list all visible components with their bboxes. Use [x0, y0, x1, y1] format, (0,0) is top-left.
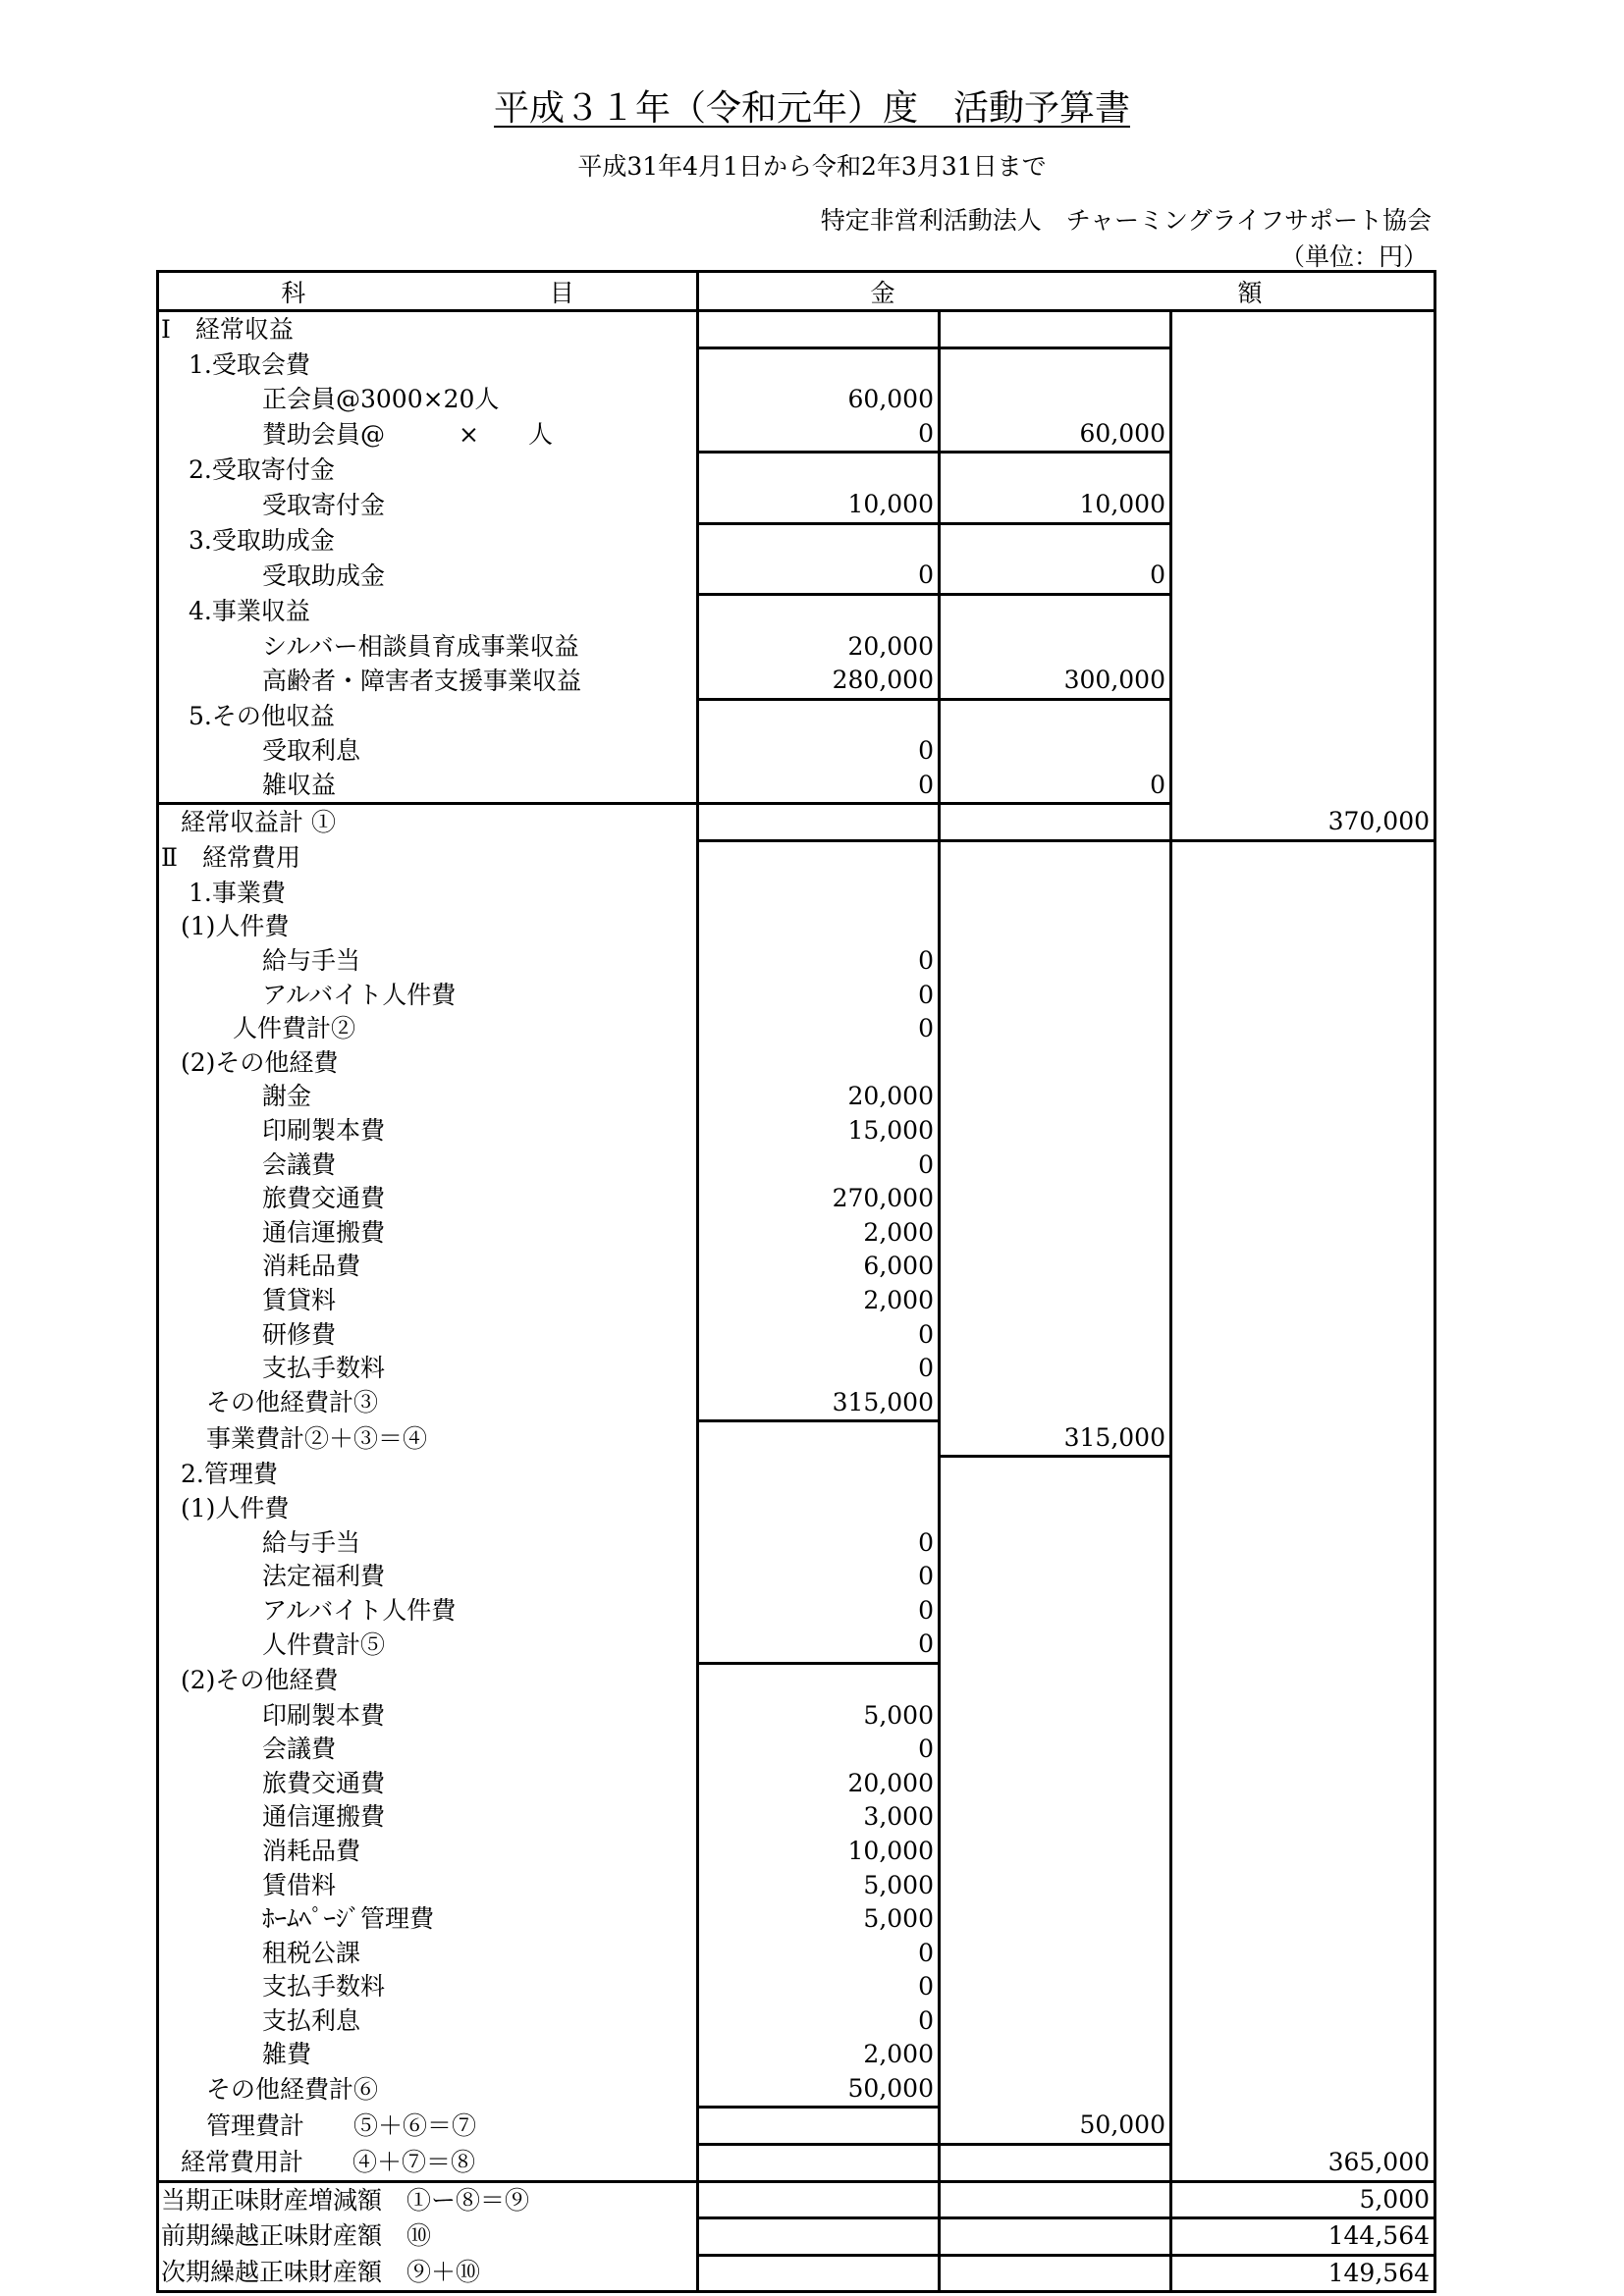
- amount-c3: [1171, 1457, 1435, 1492]
- amount-c3: [1171, 347, 1435, 383]
- amount-c3: [1171, 1970, 1435, 2004]
- row-label: 事業費計②＋③＝④: [158, 1421, 698, 1457]
- row-label: 4.事業収益: [158, 594, 698, 629]
- row-label: その他経費計⑥: [158, 2072, 698, 2108]
- amount-c2: [940, 1593, 1171, 1628]
- amount-c1: [698, 2218, 940, 2256]
- amount-c1: 0: [698, 1970, 940, 2004]
- amount-c3: [1171, 1012, 1435, 1046]
- amount-c3: [1171, 1698, 1435, 1733]
- amount-c2: 50,000: [940, 2108, 1171, 2145]
- table-row: [158, 1317, 1435, 1352]
- amount-c3: [1171, 840, 1435, 876]
- amount-c1: [698, 699, 940, 734]
- row-label: 給与手当: [158, 1525, 698, 1560]
- row-label: シルバー相談員育成事業収益: [158, 629, 698, 664]
- row-label: 消耗品費: [158, 1835, 698, 1869]
- row-label: 受取寄付金: [158, 488, 698, 523]
- table-row: [158, 1284, 1435, 1318]
- row-label: 支払利息: [158, 2004, 698, 2039]
- amount-c3: [1171, 453, 1435, 488]
- amount-c2: [940, 1525, 1171, 1560]
- amount-c3: [1171, 1525, 1435, 1560]
- amount-c2: [940, 840, 1171, 876]
- table-row: [158, 1698, 1435, 1733]
- amount-c1: [698, 840, 940, 876]
- amount-c2: [940, 1733, 1171, 1767]
- amount-c3: [1171, 1593, 1435, 1628]
- table-row: [158, 1525, 1435, 1560]
- amount-c3: [1171, 2072, 1435, 2108]
- amount-c1: 0: [698, 978, 940, 1012]
- amount-c1: 0: [698, 1936, 940, 1970]
- amount-c2: [940, 1800, 1171, 1835]
- amount-c1: 2,000: [698, 2038, 940, 2072]
- row-label: 前期繰越正味財産額 ⑩: [158, 2218, 698, 2256]
- row-label: アルバイト人件費: [158, 978, 698, 1012]
- row-label: その他経費計③: [158, 1385, 698, 1420]
- table-row: [158, 1045, 1435, 1080]
- amount-c2: 60,000: [940, 417, 1171, 453]
- row-label: (1)人件費: [158, 910, 698, 944]
- table-row: [158, 2255, 1435, 2292]
- amount-c3: [1171, 2108, 1435, 2145]
- amount-c1: 0: [698, 1352, 940, 1386]
- row-label: 1.受取会費: [158, 347, 698, 383]
- amount-c2: 315,000: [940, 1421, 1171, 1457]
- amount-c1: [698, 2255, 940, 2292]
- amount-c1: 270,000: [698, 1182, 940, 1216]
- row-label: 租税公課: [158, 1936, 698, 1970]
- table-row: [158, 769, 1435, 804]
- amount-c1: 0: [698, 559, 940, 594]
- amount-c2: [940, 629, 1171, 664]
- amount-c1: 15,000: [698, 1114, 940, 1148]
- row-label: アルバイト人件費: [158, 1593, 698, 1628]
- table-row: [158, 1835, 1435, 1869]
- row-label: 賛助会員@ × 人: [158, 417, 698, 453]
- table-header: [158, 272, 1435, 311]
- amount-c3: [1171, 488, 1435, 523]
- amount-c2: [940, 1902, 1171, 1937]
- amount-c2: [940, 1250, 1171, 1284]
- amount-c2: 0: [940, 769, 1171, 804]
- amount-c3: [1171, 1045, 1435, 1080]
- amount-c3: [1171, 1182, 1435, 1216]
- amount-c2: 10,000: [940, 488, 1171, 523]
- amount-c1: [698, 1421, 940, 1457]
- amount-c2: [940, 453, 1171, 488]
- amount-c3: [1171, 1835, 1435, 1869]
- row-label: 会議費: [158, 1733, 698, 1767]
- table-row: [158, 1628, 1435, 1663]
- amount-c3: [1171, 1663, 1435, 1698]
- budget-table: [156, 270, 1436, 2293]
- amount-c2: [940, 1215, 1171, 1250]
- amount-c3: [1171, 594, 1435, 629]
- table-row: [158, 383, 1435, 417]
- row-label: 会議費: [158, 1148, 698, 1182]
- table-row: [158, 804, 1435, 841]
- table-row: [158, 877, 1435, 911]
- amount-c1: [698, 453, 940, 488]
- amount-c2: [940, 311, 1171, 348]
- table-row: [158, 734, 1435, 769]
- amount-c3: [1171, 2038, 1435, 2072]
- row-label: 2.管理費: [158, 1457, 698, 1492]
- amount-c1: [698, 877, 940, 911]
- row-label: 雑費: [158, 2038, 698, 2072]
- amount-c2: [940, 1114, 1171, 1148]
- amount-c2: [940, 699, 1171, 734]
- organization-name: 特定非営利活動法人 チャーミングライフサポート協会: [820, 206, 1432, 235]
- amount-c2: [940, 2072, 1171, 2108]
- amount-c1: 5,000: [698, 1902, 940, 1937]
- amount-c3: [1171, 910, 1435, 944]
- amount-c2: [940, 2218, 1171, 2256]
- row-label: 印刷製本費: [158, 1698, 698, 1733]
- amount-c1: 20,000: [698, 629, 940, 664]
- table-row: [158, 1012, 1435, 1046]
- amount-c1: [698, 523, 940, 559]
- table-row: [158, 2144, 1435, 2181]
- amount-c1: 0: [698, 1593, 940, 1628]
- table-row: [158, 978, 1435, 1012]
- amount-c3: [1171, 1250, 1435, 1284]
- amount-c1: [698, 2181, 940, 2218]
- row-label: 消耗品費: [158, 1250, 698, 1284]
- table-row: [158, 1215, 1435, 1250]
- amount-c3: [1171, 1733, 1435, 1767]
- amount-c2: [940, 1560, 1171, 1594]
- table-row: [158, 347, 1435, 383]
- amount-c1: [698, 1492, 940, 1526]
- amount-c3: [1171, 1766, 1435, 1800]
- row-label: 人件費計⑤: [158, 1628, 698, 1663]
- row-label: 賃貸料: [158, 1284, 698, 1318]
- amount-c1: [698, 1663, 940, 1698]
- amount-c3: 370,000: [1171, 804, 1435, 841]
- amount-c3: [1171, 629, 1435, 664]
- amount-c1: 0: [698, 1148, 940, 1182]
- amount-c1: 60,000: [698, 383, 940, 417]
- amount-c2: [940, 523, 1171, 559]
- table-row: [158, 664, 1435, 699]
- amount-c1: 20,000: [698, 1080, 940, 1114]
- amount-c1: [698, 1045, 940, 1080]
- row-label: 雑収益: [158, 769, 698, 804]
- amount-c2: [940, 734, 1171, 769]
- amount-c3: 5,000: [1171, 2181, 1435, 2218]
- table-row: [158, 910, 1435, 944]
- amount-c3: [1171, 1215, 1435, 1250]
- row-label: (2)その他経費: [158, 1663, 698, 1698]
- amount-c1: [698, 804, 940, 841]
- amount-c3: [1171, 1492, 1435, 1526]
- row-label: 印刷製本費: [158, 1114, 698, 1148]
- table-row: [158, 594, 1435, 629]
- table-row: [158, 2181, 1435, 2218]
- row-label: (2)その他経費: [158, 1045, 698, 1080]
- amount-c2: [940, 1835, 1171, 1869]
- amount-c3: [1171, 1421, 1435, 1457]
- amount-c1: [698, 594, 940, 629]
- amount-c3: [1171, 1284, 1435, 1318]
- row-label: 支払手数料: [158, 1352, 698, 1386]
- table-row: [158, 1936, 1435, 1970]
- table-row: [158, 1733, 1435, 1767]
- amount-c3: [1171, 1902, 1435, 1937]
- row-label: 謝金: [158, 1080, 698, 1114]
- table-row: [158, 2108, 1435, 2145]
- amount-c2: [940, 2181, 1171, 2218]
- amount-c1: 0: [698, 1525, 940, 1560]
- table-row: [158, 1080, 1435, 1114]
- amount-c2: [940, 1352, 1171, 1386]
- amount-c1: 0: [698, 1012, 940, 1046]
- amount-c3: [1171, 1352, 1435, 1386]
- amount-c2: [940, 2255, 1171, 2292]
- amount-c1: 0: [698, 944, 940, 979]
- row-label: 給与手当: [158, 944, 698, 979]
- fiscal-period: 平成31年4月1日から令和2年3月31日まで: [577, 152, 1047, 181]
- amount-c3: 365,000: [1171, 2144, 1435, 2181]
- table-row: [158, 1114, 1435, 1148]
- row-label: 3.受取助成金: [158, 523, 698, 559]
- amount-c2: [940, 2038, 1171, 2072]
- table-row: [158, 1457, 1435, 1492]
- amount-c3: [1171, 1114, 1435, 1148]
- row-label: 通信運搬費: [158, 1215, 698, 1250]
- table-row: [158, 523, 1435, 559]
- row-label: 管理費計 ⑤＋⑥＝⑦: [158, 2108, 698, 2145]
- amount-c2: [940, 1182, 1171, 1216]
- table-row: [158, 1250, 1435, 1284]
- row-label: 賃借料: [158, 1868, 698, 1902]
- table-row: [158, 417, 1435, 453]
- amount-c3: [1171, 1148, 1435, 1182]
- table-row: [158, 1902, 1435, 1937]
- amount-c2: [940, 1868, 1171, 1902]
- amount-c1: 10,000: [698, 1835, 940, 1869]
- amount-c3: [1171, 1385, 1435, 1420]
- amount-c1: [698, 347, 940, 383]
- table-row: [158, 1800, 1435, 1835]
- row-label: 正会員@3000×20人: [158, 383, 698, 417]
- amount-c2: [940, 1284, 1171, 1318]
- table-row: [158, 1352, 1435, 1386]
- amount-c1: [698, 1457, 940, 1492]
- table-row: [158, 944, 1435, 979]
- amount-c3: [1171, 2004, 1435, 2039]
- amount-c3: [1171, 734, 1435, 769]
- amount-c1: 0: [698, 1317, 940, 1352]
- table-row: [158, 311, 1435, 348]
- table-row: [158, 1766, 1435, 1800]
- table-row: [158, 1182, 1435, 1216]
- table-row: [158, 699, 1435, 734]
- amount-c3: [1171, 1800, 1435, 1835]
- amount-c3: [1171, 559, 1435, 594]
- amount-c1: 5,000: [698, 1868, 940, 1902]
- amount-c3: [1171, 944, 1435, 979]
- amount-c3: [1171, 383, 1435, 417]
- amount-c1: 0: [698, 417, 940, 453]
- amount-c1: 10,000: [698, 488, 940, 523]
- row-label: 高齢者・障害者支援事業収益: [158, 664, 698, 699]
- amount-c2: [940, 1970, 1171, 2004]
- table-row: [158, 1663, 1435, 1698]
- table-row: [158, 2218, 1435, 2256]
- amount-c2: [940, 804, 1171, 841]
- header-subject: 科 目: [158, 272, 698, 311]
- table-row: [158, 1148, 1435, 1182]
- amount-c2: [940, 877, 1171, 911]
- amount-c1: 6,000: [698, 1250, 940, 1284]
- row-label: 受取利息: [158, 734, 698, 769]
- amount-c2: [940, 1628, 1171, 1663]
- amount-c2: [940, 383, 1171, 417]
- table-row: [158, 1385, 1435, 1420]
- amount-c1: [698, 2108, 940, 2145]
- amount-c1: 0: [698, 1628, 940, 1663]
- amount-c3: [1171, 1868, 1435, 1902]
- table-row: [158, 1560, 1435, 1594]
- row-label: 旅費交通費: [158, 1182, 698, 1216]
- amount-c3: [1171, 664, 1435, 699]
- row-label: Ⅱ 経常費用: [158, 840, 698, 876]
- amount-c2: [940, 1936, 1171, 1970]
- amount-c1: 0: [698, 1560, 940, 1594]
- amount-c3: 149,564: [1171, 2255, 1435, 2292]
- amount-c1: [698, 311, 940, 348]
- amount-c2: [940, 1663, 1171, 1698]
- amount-c2: [940, 1045, 1171, 1080]
- amount-c2: [940, 978, 1171, 1012]
- row-label: 支払手数料: [158, 1970, 698, 2004]
- amount-c1: 20,000: [698, 1766, 940, 1800]
- amount-c3: [1171, 1628, 1435, 1663]
- row-label: 人件費計②: [158, 1012, 698, 1046]
- amount-c3: [1171, 523, 1435, 559]
- header-amount: 金 額: [698, 272, 1435, 311]
- amount-c3: [1171, 311, 1435, 348]
- currency-unit: （単位：円）: [1279, 242, 1428, 271]
- amount-c1: 3,000: [698, 1800, 940, 1835]
- amount-c2: [940, 347, 1171, 383]
- amount-c3: [1171, 769, 1435, 804]
- amount-c1: 50,000: [698, 2072, 940, 2108]
- amount-c2: [940, 1385, 1171, 1420]
- amount-c2: [940, 1012, 1171, 1046]
- row-label: 5.その他収益: [158, 699, 698, 734]
- amount-c2: [940, 1080, 1171, 1114]
- amount-c2: [940, 2004, 1171, 2039]
- table-row: [158, 840, 1435, 876]
- row-label: ﾎｰﾑﾍﾟｰｼﾞ管理費: [158, 1902, 698, 1937]
- row-label: 研修費: [158, 1317, 698, 1352]
- row-label: 次期繰越正味財産額 ⑨＋⑩: [158, 2255, 698, 2292]
- amount-c3: [1171, 1936, 1435, 1970]
- table-row: [158, 2038, 1435, 2072]
- row-label: 経常費用計 ④＋⑦＝⑧: [158, 2144, 698, 2181]
- row-label: Ⅰ 経常収益: [158, 311, 698, 348]
- amount-c1: 0: [698, 1733, 940, 1767]
- table-row: [158, 2072, 1435, 2108]
- amount-c3: [1171, 1560, 1435, 1594]
- row-label: 受取助成金: [158, 559, 698, 594]
- table-row: [158, 1593, 1435, 1628]
- amount-c1: 2,000: [698, 1215, 940, 1250]
- row-label: (1)人件費: [158, 1492, 698, 1526]
- amount-c2: [940, 1766, 1171, 1800]
- document-title: 平成３１年（令和元年）度 活動予算書: [493, 88, 1130, 129]
- table-row: [158, 488, 1435, 523]
- table-row: [158, 1970, 1435, 2004]
- row-label: 当期正味財産増減額 ①ー⑧＝⑨: [158, 2181, 698, 2218]
- amount-c2: [940, 1492, 1171, 1526]
- amount-c2: [940, 594, 1171, 629]
- amount-c1: [698, 2144, 940, 2181]
- table-row: [158, 1492, 1435, 1526]
- amount-c3: [1171, 417, 1435, 453]
- row-label: 通信運搬費: [158, 1800, 698, 1835]
- amount-c2: [940, 2144, 1171, 2181]
- amount-c2: [940, 1457, 1171, 1492]
- amount-c2: [940, 910, 1171, 944]
- table-row: [158, 1421, 1435, 1457]
- amount-c1: 0: [698, 769, 940, 804]
- amount-c2: [940, 1317, 1171, 1352]
- amount-c2: [940, 1698, 1171, 1733]
- row-label: 法定福利費: [158, 1560, 698, 1594]
- amount-c3: [1171, 1080, 1435, 1114]
- amount-c1: 0: [698, 734, 940, 769]
- amount-c1: [698, 910, 940, 944]
- amount-c1: 5,000: [698, 1698, 940, 1733]
- row-label: 1.事業費: [158, 877, 698, 911]
- row-label: 2.受取寄付金: [158, 453, 698, 488]
- amount-c3: 144,564: [1171, 2218, 1435, 2256]
- row-label: 経常収益計 ①: [158, 804, 698, 841]
- amount-c2: 0: [940, 559, 1171, 594]
- amount-c3: [1171, 877, 1435, 911]
- amount-c2: [940, 944, 1171, 979]
- amount-c3: [1171, 978, 1435, 1012]
- amount-c1: 280,000: [698, 664, 940, 699]
- amount-c3: [1171, 1317, 1435, 1352]
- table-row: [158, 559, 1435, 594]
- amount-c1: 2,000: [698, 1284, 940, 1318]
- amount-c3: [1171, 699, 1435, 734]
- row-label: 旅費交通費: [158, 1766, 698, 1800]
- table-row: [158, 453, 1435, 488]
- table-row: [158, 2004, 1435, 2039]
- amount-c1: 315,000: [698, 1385, 940, 1420]
- table-row: [158, 629, 1435, 664]
- amount-c2: 300,000: [940, 664, 1171, 699]
- amount-c1: 0: [698, 2004, 940, 2039]
- amount-c2: [940, 1148, 1171, 1182]
- table-row: [158, 1868, 1435, 1902]
